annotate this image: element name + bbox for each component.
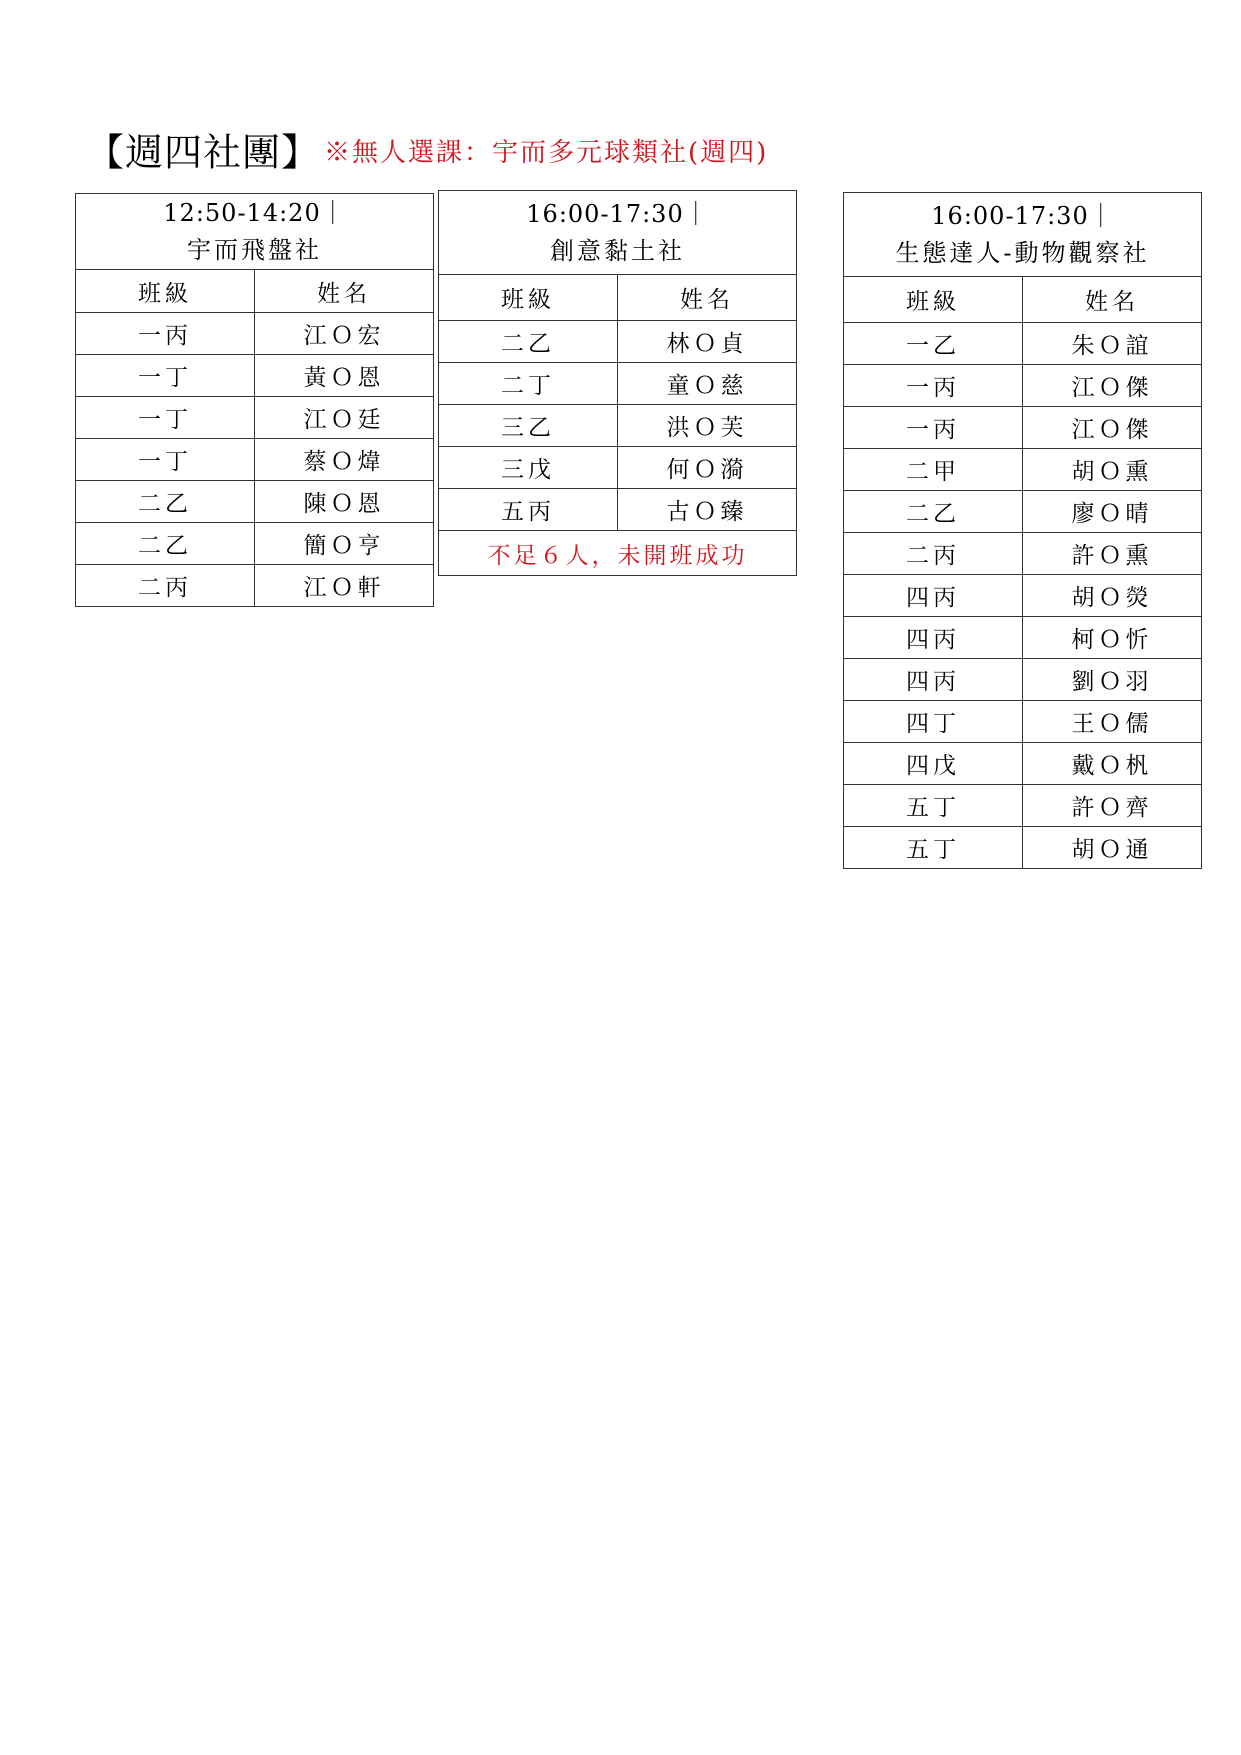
- class-cell: 二丙: [76, 565, 255, 607]
- name-cell: 古Ｏ臻: [618, 489, 797, 531]
- name-cell: 許Ｏ齊: [1023, 785, 1202, 827]
- name-cell: 朱Ｏ誼: [1023, 323, 1202, 365]
- club-table-frisbee: [75, 193, 434, 607]
- page-title: [86, 128, 768, 177]
- name-cell: 江Ｏ廷: [255, 397, 434, 439]
- class-cell: 三戊: [439, 447, 618, 489]
- club-name: 生態達人-動物觀察社: [895, 238, 1150, 267]
- club-header: [76, 194, 434, 270]
- name-cell: 林Ｏ貞: [618, 321, 797, 363]
- class-cell: 五丁: [844, 785, 1023, 827]
- class-cell: 二乙: [439, 321, 618, 363]
- class-column-header: 班級: [439, 275, 618, 321]
- name-cell: 洪Ｏ芙: [618, 405, 797, 447]
- club-table-clay: [438, 190, 797, 576]
- club-name: 宇而飛盤社: [187, 235, 322, 264]
- name-cell: 胡Ｏ通: [1023, 827, 1202, 869]
- title-main: 【週四社團】: [86, 130, 321, 175]
- name-cell: 何Ｏ漪: [618, 447, 797, 489]
- class-cell: 一丁: [76, 397, 255, 439]
- name-cell: 江Ｏ宏: [255, 313, 434, 355]
- name-cell: 黃Ｏ恩: [255, 355, 434, 397]
- name-column-header: 姓名: [255, 270, 434, 313]
- name-cell: 江Ｏ傑: [1023, 407, 1202, 449]
- name-cell: 簡Ｏ亨: [255, 523, 434, 565]
- name-cell: 蔡Ｏ煒: [255, 439, 434, 481]
- name-cell: 陳Ｏ恩: [255, 481, 434, 523]
- class-cell: 二丁: [439, 363, 618, 405]
- title-note: ※無人選課：宇而多元球類社(週四): [324, 137, 769, 168]
- name-cell: 胡Ｏ熏: [1023, 449, 1202, 491]
- status-message: 不足６人，未開班成功: [439, 531, 797, 576]
- name-cell: 胡Ｏ熒: [1023, 575, 1202, 617]
- class-cell: 一丙: [844, 407, 1023, 449]
- club-time: 16:00-17:30｜: [526, 199, 709, 228]
- class-cell: 一丙: [76, 313, 255, 355]
- name-cell: 廖Ｏ晴: [1023, 491, 1202, 533]
- class-cell: 二乙: [76, 523, 255, 565]
- class-column-header: 班級: [844, 277, 1023, 323]
- name-column-header: 姓名: [1023, 277, 1202, 323]
- name-cell: 許Ｏ熏: [1023, 533, 1202, 575]
- club-name: 創意黏土社: [550, 236, 685, 265]
- class-cell: 一丙: [844, 365, 1023, 407]
- club-time: 12:50-14:20｜: [163, 198, 346, 227]
- club-header: [439, 191, 797, 275]
- name-cell: 柯Ｏ忻: [1023, 617, 1202, 659]
- class-cell: 一乙: [844, 323, 1023, 365]
- name-column-header: 姓名: [618, 275, 797, 321]
- class-cell: 二甲: [844, 449, 1023, 491]
- class-cell: 四戊: [844, 743, 1023, 785]
- class-cell: 四丁: [844, 701, 1023, 743]
- class-cell: 二乙: [844, 491, 1023, 533]
- class-cell: 二丙: [844, 533, 1023, 575]
- name-cell: 戴Ｏ杋: [1023, 743, 1202, 785]
- club-header: [844, 193, 1202, 277]
- class-cell: 五丁: [844, 827, 1023, 869]
- class-cell: 一丁: [76, 439, 255, 481]
- name-cell: 江Ｏ傑: [1023, 365, 1202, 407]
- class-cell: 四丙: [844, 659, 1023, 701]
- class-cell: 五丙: [439, 489, 618, 531]
- club-time: 16:00-17:30｜: [931, 201, 1114, 230]
- name-cell: 江Ｏ軒: [255, 565, 434, 607]
- club-table-ecology: [843, 192, 1202, 869]
- class-column-header: 班級: [76, 270, 255, 313]
- class-cell: 四丙: [844, 617, 1023, 659]
- class-cell: 二乙: [76, 481, 255, 523]
- name-cell: 童Ｏ慈: [618, 363, 797, 405]
- name-cell: 王Ｏ儒: [1023, 701, 1202, 743]
- class-cell: 四丙: [844, 575, 1023, 617]
- class-cell: 三乙: [439, 405, 618, 447]
- name-cell: 劉Ｏ羽: [1023, 659, 1202, 701]
- class-cell: 一丁: [76, 355, 255, 397]
